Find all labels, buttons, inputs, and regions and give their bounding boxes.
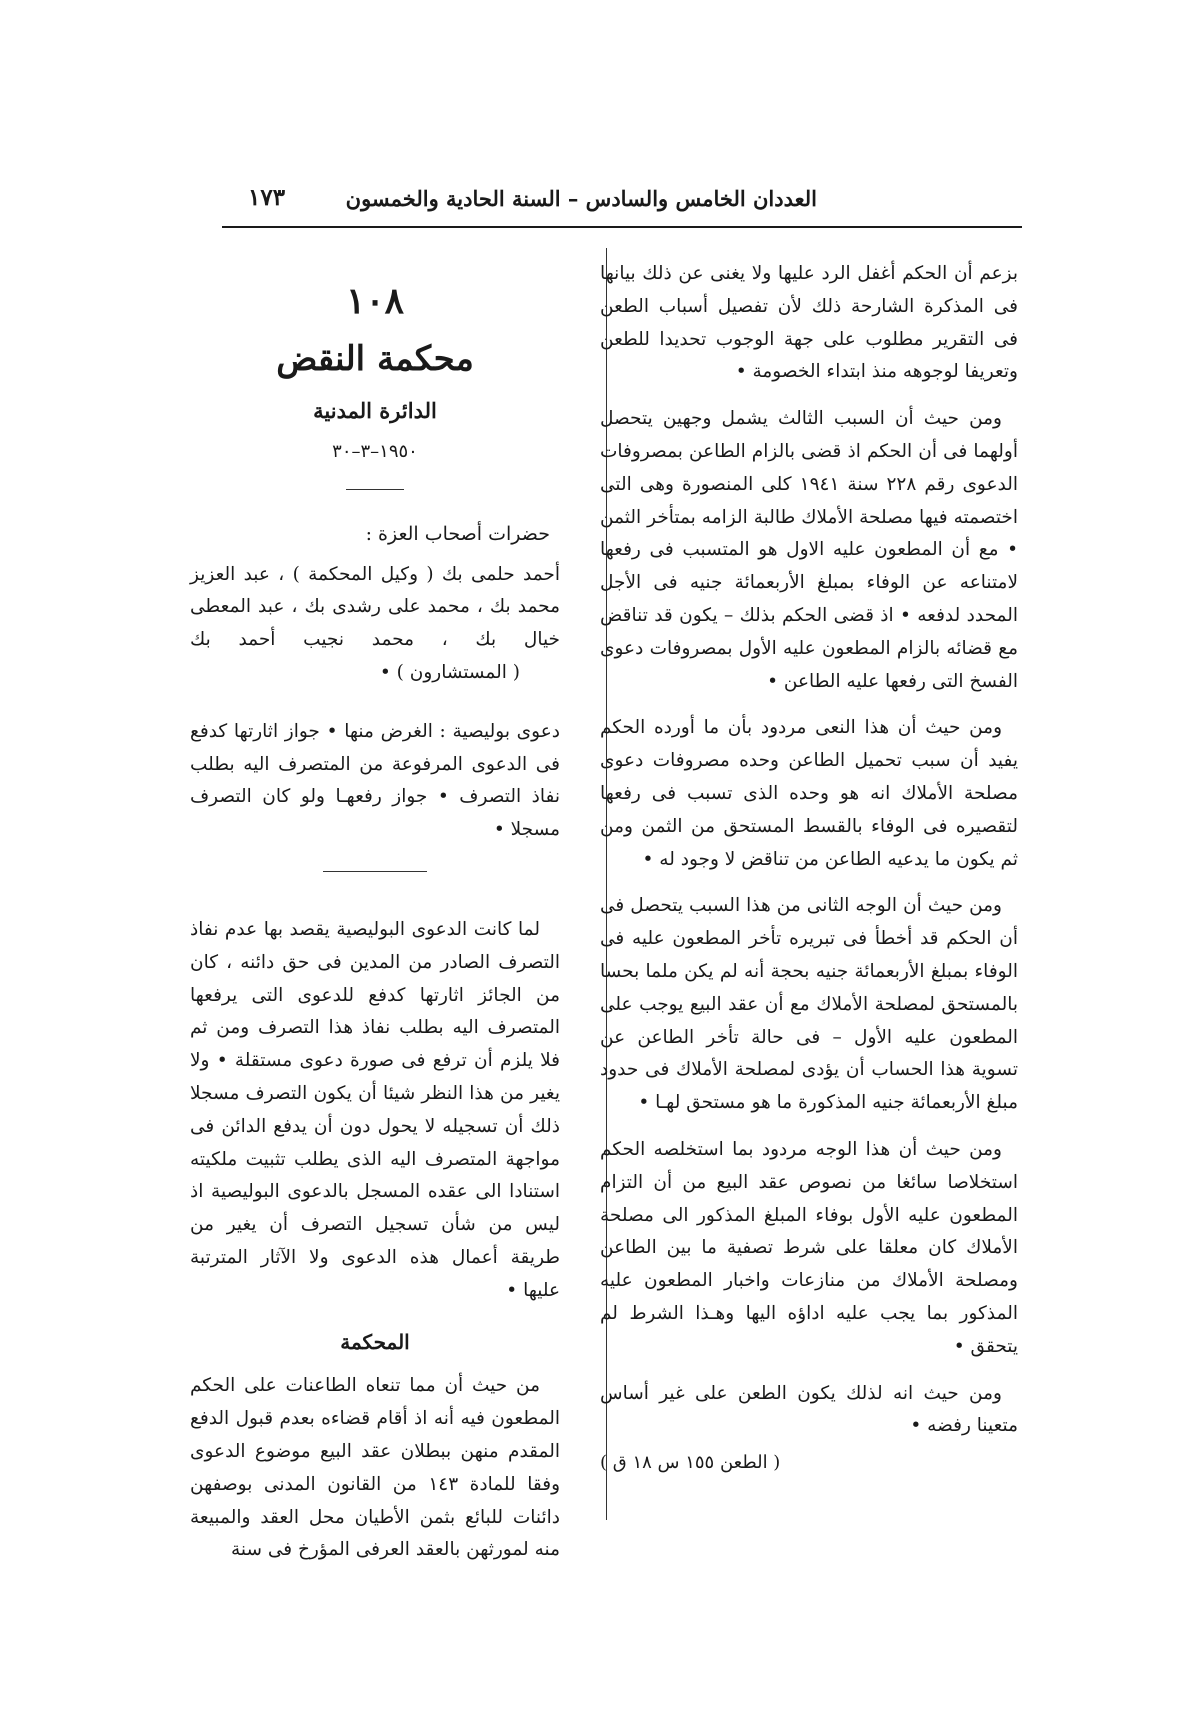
panel-member-names: أحمد حلمى بك ( وكيل المحكمة ) ، عبد العزيز محمد بك ، محمد على رشدى بك ، عبد المعطى خيال بك ، محمد نجيب أحمد بك — [190, 563, 560, 651]
citation-text: ( الطعن ١٥٥ س ١٨ ق ) — [600, 1452, 781, 1474]
body-paragraph: ومن حيث انه لذلك يكون الطعن على غير أساس متعينا رفضه • — [600, 1382, 1018, 1437]
court-name: محكمة النقض — [276, 339, 474, 379]
right-column — [600, 258, 1018, 1480]
section-rule — [323, 871, 427, 872]
legal-principle: لما كانت الدعوى البوليصية يقصد بها عدم نفاذ التصرف الصادر من المدين فى حق دائنه ، كان من الجائز اثارتها كدفع للدعوى التى يرفعها المتصرف اليه بطلب نفاذ هذا التصرف ومن ثم فلا يلزم أن ترفع فى صورة دعوى مستقلة • ولا يغير من هذا النظر شيئا أن يكون التصرف مسجلا ذلك أن تسجيله لا يحول دون أن يدفع الدائن فى مواجهة المتصرف اليه الذى يطلب تثبيت ملكيته استنادا الى عقده المسجل بالدعوى البوليصية اذ ليس من شأن تسجيل التصرف أن يغير من طريقة أعمال هذه الدعوى ولا الآثار المترتبة عليها • — [190, 918, 560, 1301]
running-header — [222, 186, 1022, 222]
case-citation — [600, 1447, 1018, 1480]
session-date: ١٩٥٠–٣–٣٠ — [332, 441, 418, 462]
page-number: ١٧٣ — [248, 184, 286, 211]
headnote: دعوى بوليصية : الغرض منها • جواز اثارتها كدفع فى الدعوى المرفوعة من المتصرف اليه بطلب نفاذ التصرف • جواز رفعهـا ولو كان التصرف مسجلا • — [190, 720, 560, 841]
journal-issue-title: العددان الخامس والسادس – السنة الحادية والخمسون — [345, 186, 817, 211]
body-paragraph: بزعم أن الحكم أغفل الرد عليها ولا يغنى عن ذلك بيانها فى المذكرة الشارحة ذلك لأن تفصيل أسباب الطعن فى التقرير مطلوب على جهة الوجوب تحديدا للطعن وتعريفا لوجوهه منذ ابتداء الخصومة • — [600, 263, 1018, 383]
panel-title: حضرات أصحاب العزة : — [365, 522, 550, 545]
body-paragraph: ومن حيث أن السبب الثالث يشمل وجهين يتحصل أولهما فى أن الحكم اذ قضى بالزام الطاعن بمصروفات الدعوى رقم ٢٢٨ سنة ١٩٤١ كلى المنصورة وهى التى اختصمته فيها مصلحة الأملاك طالبة الزامه بمتأخر الثمن • مع أن المطعون عليه الاول هو المتسبب فى رفعها لامتناعه عن الوفاء بمبلغ الأربعمائة جنيه فى الأجل المحدد لدفعه • اذ قضى الحكم بذلك – يكون قد تناقض مع قضائه بالزام المطعون عليه الأول بمصروفات دعوى الفسخ التى رفعها عليه الطاعن • — [600, 408, 1019, 692]
body-paragraph: ومن حيث أن هذا الوجه مردود بما استخلصه الحكم استخلاصا سائغا من نصوص عقد البيع من أن التزام المطعون عليه الأول بوفاء المبلغ المذكور الى مصلحة الأملاك كان معلقا على شرط تصفية ما بين الطاعن ومصلحة الأملاك من منازعات واخبار المطعون عليه المذكور بما يجب عليه اداؤه اليها وهـذا الشرط لم يتحقق • — [600, 1138, 1018, 1357]
section-rule — [346, 489, 404, 490]
header-rule — [222, 226, 1022, 228]
panel-role: ( المستشارون ) • — [379, 661, 520, 683]
body-paragraph: ومن حيث أن الوجه الثانى من هذا السبب يتحصل فى أن الحكم قد أخطأ فى تبريره تأخر المطعون عليه فى الوفاء بمبلغ الأربعمائة جنيه بحجة أنه لم يكن ملما بحسا بالمستحق لمصلحة الأملاك مع أن عقد البيع يوجب على المطعون عليه الأول – فى حالة تأخر الطاعن عن تسوية هذا الحساب أن يؤدى لمصلحة الأملاك فى حدود مبلغ الأربعمائة جنيه المذكورة ما هو مستحق لهـا • — [600, 895, 1018, 1114]
left-column — [190, 276, 560, 1567]
case-number: ١٠٨ — [345, 280, 404, 322]
body-paragraph: ومن حيث أن هذا النعى مردود بأن ما أورده الحكم يفيد أن سبب تحميل الطاعن وحده مصروفات دعوى مصلحة الأملاك انه هو وحده الذى تسبب فى رفعها لتقصيره فى الوفاء بالقسط المستحق من الثمن ومن ثم يكون ما يدعيه الطاعن من تناقض لا وجود له • — [600, 717, 1018, 870]
court-heading: المحكمة — [340, 1329, 410, 1354]
panel-members — [190, 559, 560, 690]
circuit-name: الدائرة المدنية — [313, 398, 437, 423]
court-reasoning: من حيث أن مما تنعاه الطاعنات على الحكم المطعون فيه أنه اذ أقام قضاءه بعدم قبول الدفع المقدم منهن ببطلان عقد البيع موضوع الدعوى وفقا للمادة ١٤٣ من القانون المدنى بوصفهن دائنات للبائع بثمن الأطيان محل العقد والمبيعة منه لمورثهن بالعقد العرفى المؤرخ فى سنة — [190, 1375, 561, 1561]
